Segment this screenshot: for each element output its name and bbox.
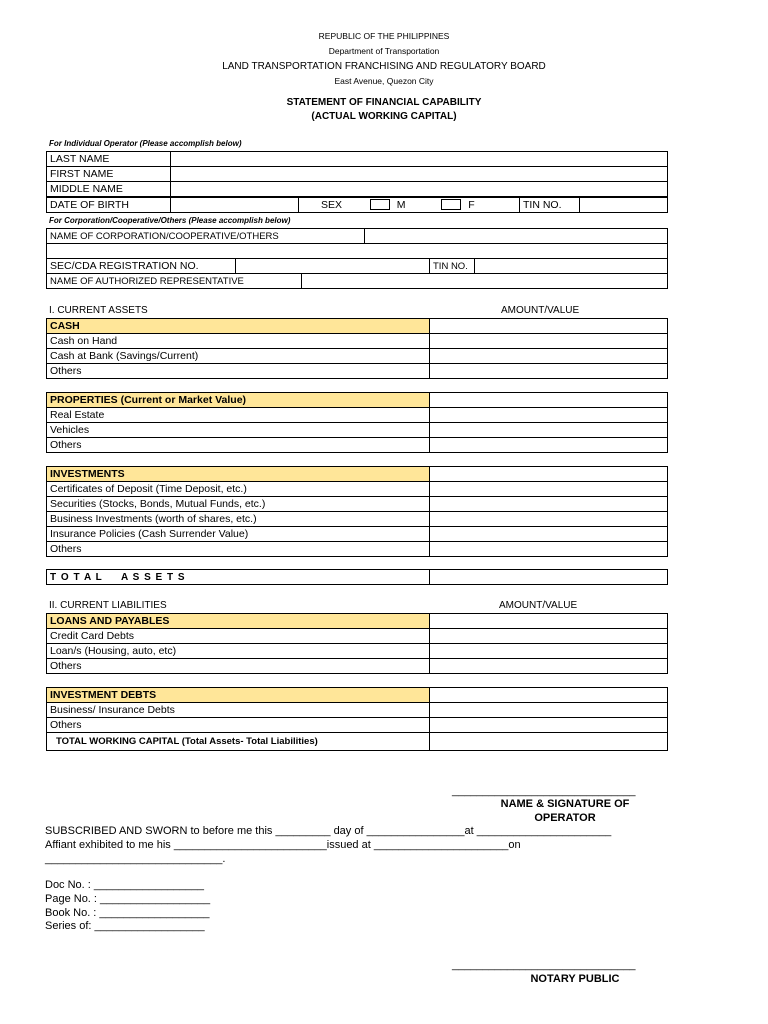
time-deposit-amount[interactable] (430, 482, 668, 497)
cash-at-bank-amount[interactable] (430, 349, 668, 364)
loans-title-amount[interactable] (430, 614, 668, 629)
properties-others-amount[interactable] (430, 438, 668, 453)
investment-debts-title: INVESTMENT DEBTS (47, 688, 430, 703)
oath-line-3: _____________________________. (45, 853, 226, 865)
individual-table (46, 151, 668, 197)
assets-amount-header: AMOUNT/VALUE (501, 305, 580, 316)
investments-item: Business Investments (worth of shares, etc.) (47, 512, 430, 527)
operator-signature-label: NAME & SIGNATURE OF (500, 798, 630, 810)
cash-title: CASH (47, 319, 430, 334)
sec-label: SEC/CDA REGISTRATION NO. (47, 259, 236, 274)
securities-amount[interactable] (430, 497, 668, 512)
loans-item: Others (47, 659, 430, 674)
corp-tin-label: TIN NO. (430, 259, 475, 274)
investments-item: Others (47, 542, 430, 557)
cash-table (46, 318, 668, 379)
middle-name-label: MIDDLE NAME (47, 182, 171, 197)
sex-f-label: F (468, 198, 475, 211)
oath-line-1: SUBSCRIBED AND SWORN to before me this _________ day of ________________at ______________________ (45, 825, 612, 837)
cash-item: Cash at Bank (Savings/Current) (47, 349, 430, 364)
rep-row (46, 273, 668, 289)
debts-item: Others (47, 718, 430, 733)
page-no: Page No. : __________________ (45, 893, 211, 905)
investment-debts-table (46, 687, 668, 751)
assets-heading: I. CURRENT ASSETS (49, 305, 148, 316)
debts-others-amount[interactable] (430, 718, 668, 733)
corporation-note: For Corporation/Cooperative/Others (Please accomplish below) (49, 216, 291, 225)
book-no: Book No. : __________________ (45, 907, 210, 919)
middle-name-field[interactable] (171, 182, 668, 197)
sex-cell (299, 198, 520, 213)
last-name-field[interactable] (171, 152, 668, 167)
total-assets-label: T O T A L A S S E T S (47, 570, 430, 585)
investments-title-amount[interactable] (430, 467, 668, 482)
cash-on-hand-amount[interactable] (430, 334, 668, 349)
loans-item: Loan/s (Housing, auto, etc) (47, 644, 430, 659)
total-assets-table (46, 569, 668, 585)
corp-name-label: NAME OF CORPORATION/COOPERATIVE/OTHERS (47, 229, 365, 244)
total-working-capital-amount[interactable] (430, 733, 668, 751)
properties-item: Vehicles (47, 423, 430, 438)
investments-table (46, 466, 668, 557)
loans-others-amount[interactable] (430, 659, 668, 674)
doc-no: Doc No. : __________________ (45, 879, 205, 891)
rep-label: NAME OF AUTHORIZED REPRESENTATIVE (47, 274, 302, 289)
corporation-table (46, 228, 668, 259)
sex-label: SEX (321, 198, 343, 211)
sec-field[interactable] (236, 259, 430, 274)
loans-table (46, 613, 668, 674)
credit-card-amount[interactable] (430, 629, 668, 644)
investments-item: Certificates of Deposit (Time Deposit, etc.) (47, 482, 430, 497)
cash-item: Cash on Hand (47, 334, 430, 349)
dob-row (46, 197, 668, 213)
corp-tin-field[interactable] (475, 259, 668, 274)
header-board: LAND TRANSPORTATION FRANCHISING AND REGULATORY BOARD (222, 61, 546, 72)
investments-others-amount[interactable] (430, 542, 668, 557)
series-of: Series of: __________________ (45, 920, 205, 932)
notary-signature-line[interactable]: ______________________________ (452, 959, 636, 971)
liabilities-amount-header: AMOUNT/VALUE (499, 600, 578, 611)
header-address: East Avenue, Quezon City (334, 76, 434, 86)
sec-row (46, 258, 668, 274)
cash-title-amount[interactable] (430, 319, 668, 334)
sex-f-checkbox[interactable] (441, 199, 461, 210)
last-name-label: LAST NAME (47, 152, 171, 167)
properties-item: Others (47, 438, 430, 453)
investment-debts-title-amount[interactable] (430, 688, 668, 703)
sex-m-checkbox[interactable] (370, 199, 390, 210)
corp-name-field[interactable] (365, 229, 668, 244)
liabilities-heading: II. CURRENT LIABILITIES (49, 600, 167, 611)
sex-m-label: M (396, 198, 406, 211)
dob-field[interactable] (171, 198, 299, 213)
investments-item: Insurance Policies (Cash Surrender Value) (47, 527, 430, 542)
vehicles-amount[interactable] (430, 423, 668, 438)
real-estate-amount[interactable] (430, 408, 668, 423)
header-department: Department of Transportation (328, 46, 440, 56)
properties-item: Real Estate (47, 408, 430, 423)
business-investments-amount[interactable] (430, 512, 668, 527)
operator-signature-line[interactable]: ______________________________ (452, 785, 636, 797)
debts-item: Business/ Insurance Debts (47, 703, 430, 718)
total-assets-amount[interactable] (430, 570, 668, 585)
properties-table (46, 392, 668, 453)
first-name-field[interactable] (171, 167, 668, 182)
business-insurance-debts-amount[interactable] (430, 703, 668, 718)
dob-label: DATE OF BIRTH (47, 198, 171, 213)
insurance-policies-amount[interactable] (430, 527, 668, 542)
rep-field[interactable] (302, 274, 668, 289)
header-republic: REPUBLIC OF THE PHILIPPINES (318, 31, 450, 41)
first-name-label: FIRST NAME (47, 167, 171, 182)
cash-others-amount[interactable] (430, 364, 668, 379)
oath-line-2: Affiant exhibited to me his _________________________issued at ______________________on (45, 839, 521, 851)
properties-title: PROPERTIES (Current or Market Value) (47, 393, 430, 408)
loans-title: LOANS AND PAYABLES (47, 614, 430, 629)
notary-public-label: NOTARY PUBLIC (530, 973, 620, 985)
page-title: STATEMENT OF FINANCIAL CAPABILITY (286, 97, 482, 108)
individual-note: For Individual Operator (Please accomplish below) (49, 139, 242, 148)
investments-title: INVESTMENTS (47, 467, 430, 482)
cash-item: Others (47, 364, 430, 379)
total-working-capital-label: TOTAL WORKING CAPITAL (Total Assets- Total Liabilities) (47, 733, 430, 751)
investments-item: Securities (Stocks, Bonds, Mutual Funds, etc.) (47, 497, 430, 512)
loans-amount[interactable] (430, 644, 668, 659)
tin-label: TIN NO. (520, 198, 580, 213)
tin-field[interactable] (580, 198, 668, 213)
properties-title-amount[interactable] (430, 393, 668, 408)
loans-item: Credit Card Debts (47, 629, 430, 644)
operator-signature-label-2: OPERATOR (534, 812, 596, 824)
corp-name-continuation[interactable] (47, 244, 668, 259)
page-subtitle: (ACTUAL WORKING CAPITAL) (311, 111, 457, 122)
